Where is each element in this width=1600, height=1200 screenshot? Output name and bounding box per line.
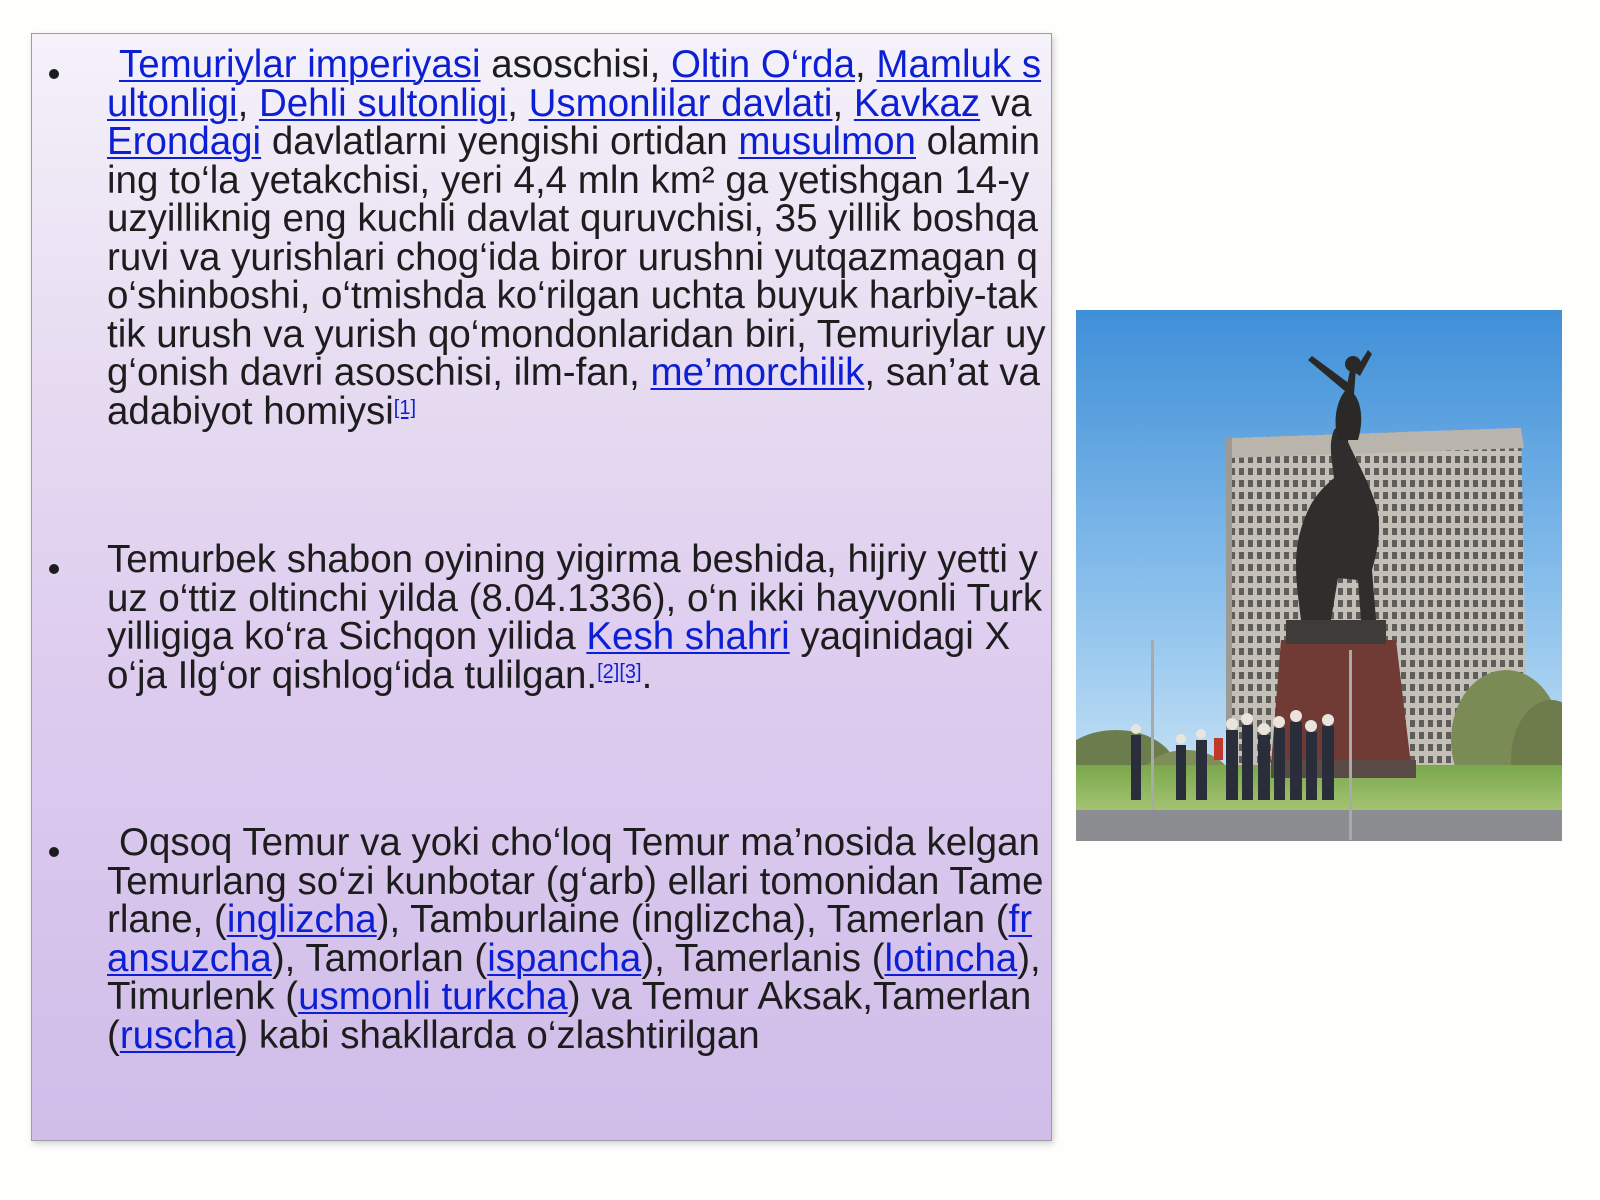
citation-link[interactable]: [3] [619, 660, 642, 683]
text-run: ) kabi shakllarda o‘zlashtirilgan [235, 1013, 760, 1057]
text-run: . [641, 653, 653, 697]
text-run: olamining to‘la yetakchisi, yeri 4,4 mln km² ga yetishgan 14-yuzyilliknig eng kuchli davlat quruvchisi, 35 yillik boshqaruvi va yurishlari chog‘ida biror urushni yutqazmagan qo‘shinboshi, o‘tmishda ko‘rilgan uchta buyuk harbiy-taktik urush va yurish qo‘mondonlaridan biri, Temuriylar uyg‘onish davri asoschisi, ilm-fan, [107, 120, 1046, 394]
link-musulmon[interactable]: musulmon [738, 120, 916, 163]
link-dehli-sultonligi[interactable]: Dehli sultonligi [258, 81, 508, 125]
bullet-3 [49, 847, 59, 857]
text-run: , [507, 81, 529, 125]
link-erondagi[interactable]: Erondagi [107, 120, 262, 163]
link-fransuzcha[interactable]: fransuzcha [107, 898, 1033, 980]
link-ispancha[interactable]: ispancha [487, 936, 642, 980]
text-run: , [832, 81, 854, 125]
paragraph-2 [107, 538, 1047, 697]
text-run: asoschisi, [480, 43, 671, 86]
text-run: davlatlarni yengishi ortidan [261, 120, 739, 163]
citation [394, 397, 416, 419]
link-kesh-shahri[interactable]: Kesh shahri [586, 615, 790, 658]
text-run: ), Tamorlan ( [271, 936, 488, 980]
link-inglizcha[interactable]: inglizcha [226, 898, 377, 941]
text-run: ), Tamerlanis ( [641, 936, 885, 980]
paragraph-3 [107, 821, 1047, 1057]
link-temuriylar-imperiyasi[interactable]: Temuriylar imperiyasi [119, 43, 481, 86]
text-run: ), Timurlenk ( [107, 936, 1041, 1018]
link-oltin-o-rda[interactable]: Oltin O‘rda [670, 43, 855, 86]
bullet-2 [49, 564, 59, 574]
citation [597, 661, 619, 683]
link-ruscha[interactable]: ruscha [119, 1013, 236, 1057]
text-run: va [980, 81, 1032, 125]
link-lotincha[interactable]: lotincha [884, 936, 1018, 980]
text-run: , [237, 81, 259, 125]
equestrian-statue-photo [1076, 310, 1562, 841]
link-usmonlilar-davlati[interactable]: Usmonlilar davlati [528, 81, 833, 125]
link-kavkaz[interactable]: Kavkaz [853, 81, 981, 125]
text-run: , san’at va adabiyot homiysi [107, 351, 1040, 433]
link-me-morchilik[interactable]: me’morchilik [650, 351, 865, 394]
citation-link[interactable]: [1] [393, 396, 417, 419]
text-run: ), Tamburlaine (inglizcha), Tamerlan ( [376, 898, 1009, 941]
bullet-1 [49, 69, 59, 79]
text-run: Oqsoq Temur va yoki cho‘loq Temur ma’nosida kelgan Temurlang so‘zi kunbotar (g‘arb) ellari tomonidan Tamerlane, ( [107, 821, 1044, 941]
text-run: ) va Temur Aksak,Tamerlan ( [107, 975, 1032, 1057]
paragraph-1 [107, 43, 1047, 433]
text-run: , [855, 43, 877, 86]
link-mamluk-sultonligi[interactable]: Mamluk sultonligi [107, 43, 1042, 125]
citation [619, 661, 641, 683]
text-panel [31, 33, 1052, 1141]
text-run: Temurbek shabon oyining yigirma beshida, hijriy yetti yuz o‘ttiz oltinchi yilda (8.04.1336), o‘n ikki hayvonli Turk yilligiga ko‘ra Sichqon yilida [107, 538, 1043, 658]
link-usmonli-turkcha[interactable]: usmonli turkcha [298, 975, 568, 1018]
text-run: yaqinidagi Xo‘ja Ilg‘or qishlog‘ida tulilgan. [107, 615, 1011, 697]
citation-link[interactable]: [2] [597, 660, 620, 683]
